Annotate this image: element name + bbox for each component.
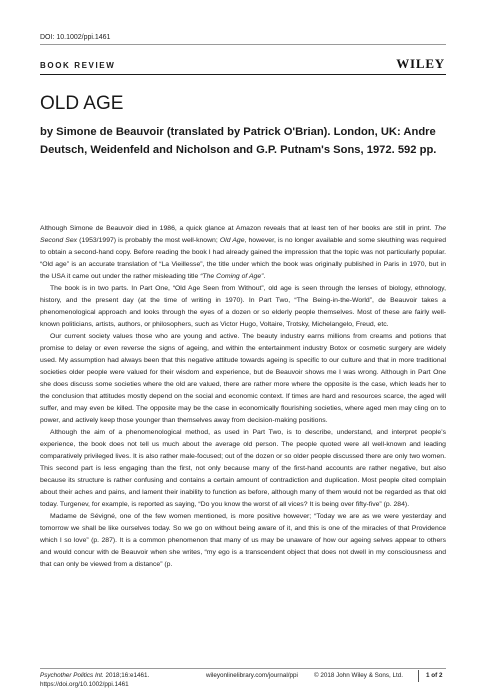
paragraph-text: (1953/1997) is probably the most well-known; [77, 237, 220, 244]
paragraph-text: Madame de Sévigné, one of the few women mentioned, is more positive however; “Today we are as we were yesterday and tomorrow we shall be like ourselves today. So we go on without being aware of it, and this is one of the miracles of that Providence which I so love” (p. 287). It is a common phenomenon that many of us may be unaware of how our ageing selves appear to others and would concur with de Beauvoir when she writes, “my ego is a transcendent object that does not dwell in my consciousness and that can only be viewed from a distance” (p. [40, 513, 446, 568]
footer-citation [40, 671, 149, 689]
journal-name: Psychother Politics Int. [40, 672, 104, 679]
article-body [40, 223, 446, 571]
paragraph-text: Although the aim of a phenomenological method, as used in Part Two, is to describe, understand, and interpret people’s experience, the book does not tell us much about the average old person. The people quoted were all well-known and leading comparatively privileged lives. It is also rather male-focused; out of the dozen or so older people discussed there are only two women. This second part is less engaging than the first, not only because many of the first-hand accounts are rather negative, but also because its structure is rather confusing and contains a certain amount of contradiction and duplication. Most people cited complain about their aches and pains, and lament their inability to function as before, although many of them would not be regarded as that old today. Turgenev, for example, is reported as saying, “Do you know the worst of all vices? It is being over fifty-five” (p. 284). [40, 429, 446, 508]
paragraph-text: Our current society values those who are young and active. The beauty industry earns millions from creams and potions that promise to delay or even reverse the signs of ageing, and within the entertainment industry Botox or cosmetic surgery are widely used. My assumption had always been that this negative attitude towards ageing is specific to our culture and that in more traditional societies older people were valued for their wisdom and experience, but de Beauvoir shows me I was wrong. Although in Part One she does discuss some societies where the old are valued, there are rather more where the opposite is the case, which leads her to the conclusion that attitudes mostly depend on the social and economic context. If times are hard and resources scarce, the aged will suffer, and may even be killed. The opposite may be the case in economically flourishing societies, where aged men may cling on to power, and actively keep those younger than themselves away from decision-making positions. [40, 333, 446, 424]
footer-divider [40, 668, 446, 669]
footer-separator [418, 670, 419, 682]
copyright-notice: © 2018 John Wiley & Sons, Ltd. [314, 672, 403, 679]
italic-text: The Second Sex [40, 225, 446, 244]
italic-text: Old Age [219, 237, 245, 244]
header-divider [40, 44, 446, 45]
publisher-logo: WILEY [396, 56, 445, 71]
body-paragraph [40, 511, 446, 571]
section-divider [40, 74, 446, 75]
book-byline: by Simone de Beauvoir (translated by Patrick O'Brian). London, UK: Andre Deutsch, Weidenfeld and Nicholson and G.P. Putnam's Sons, 1972. 592 pp. [40, 126, 437, 156]
body-paragraph [40, 331, 446, 427]
italic-text: “The Coming of Age” [200, 273, 264, 280]
section-label: BOOK REVIEW [40, 61, 116, 70]
paragraph-text: Although Simone de Beauvoir died in 1986, a quick glance at Amazon reveals that at least ten of her books are still in print. [40, 225, 435, 232]
body-paragraph [40, 427, 446, 511]
paragraph-text: The book is in two parts. In Part One, “Old Age Seen from Without”, old age is seen through the lenses of biology, ethnology, history, and the present day (at the time of writing in 1970). In Part Two, “The Being-in-the-World”, de Beauvoir takes a phenomenological approach and looks through the eyes of a dozen or so elderly people themselves. Most of these are fairly well-known politicians, artists, authors, or philosophers, such as Victor Hugo, Voltaire, Trotsky, Michelangelo, Freud, etc. [40, 285, 446, 328]
paragraph-text: . [263, 273, 266, 280]
body-paragraph [40, 223, 446, 283]
doi-link[interactable]: https://doi.org/10.1002/ppi.1461 [40, 681, 129, 688]
page-number: 1 of 2 [426, 672, 443, 679]
journal-website-link[interactable]: wileyonlinelibrary.com/journal/ppi [206, 672, 298, 679]
body-paragraph [40, 283, 446, 331]
article-title: OLD AGE [40, 93, 124, 114]
article-doi: DOI: 10.1002/ppi.1461 [40, 34, 111, 41]
citation-details: 2018;16:e1461. [103, 672, 150, 679]
paragraph-text: , however, is no longer available and some sleuthing was required to obtain a second-hand copy. Before reading the book I had already gained the impression that the topic was not particularly popular. “Old age” is an accurate translation of “La Vieillesse”, the title under which the book was originally published in Paris in 1970, but in the USA it came out under the rather misleading title [40, 237, 446, 280]
